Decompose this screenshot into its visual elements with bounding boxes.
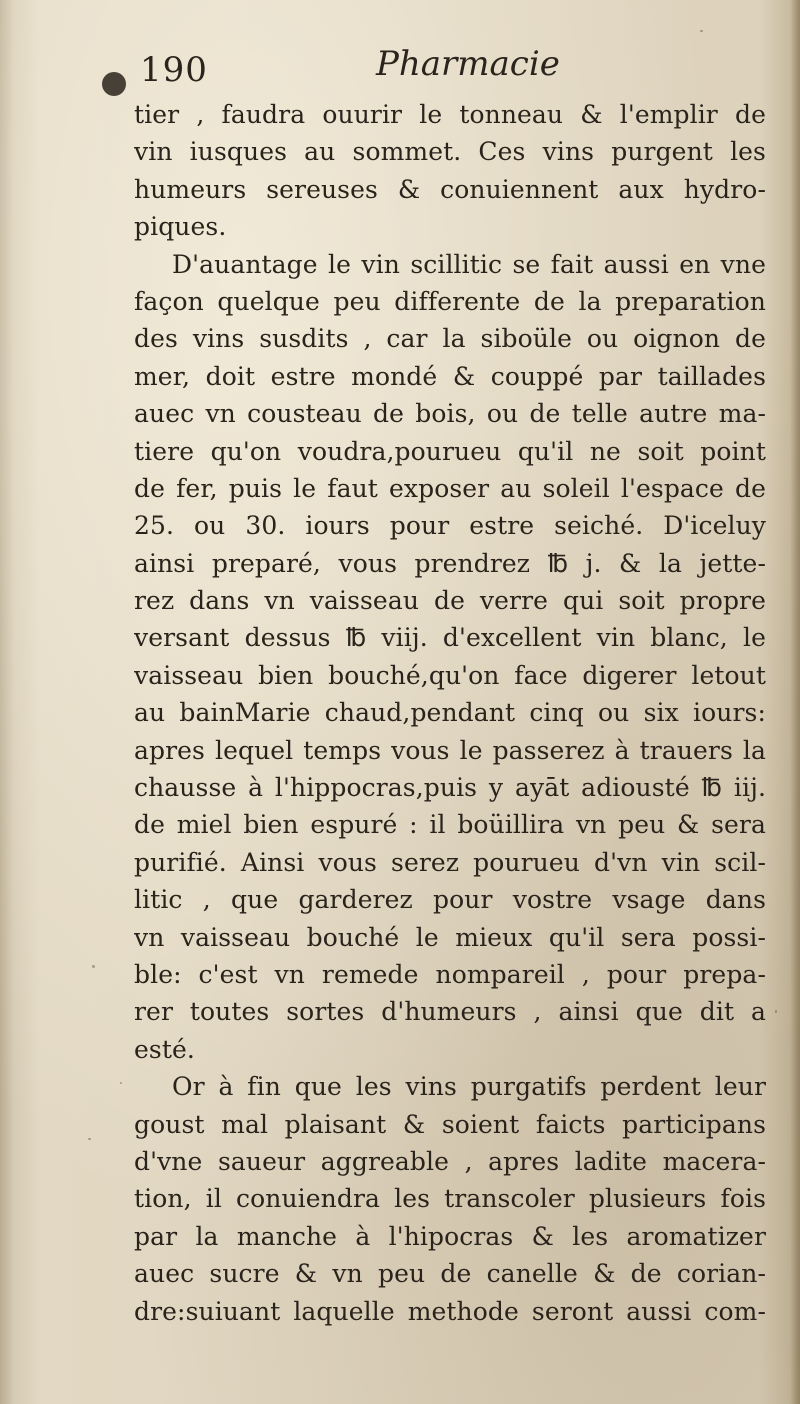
text-line: vin iusques au sommet. Ces vins purgent les [134, 137, 766, 167]
text-line: de miel bien espuré : il boüillira vn peu & sera [134, 810, 766, 840]
text-line: auec vn cousteau de bois, ou de telle autre ma- [134, 399, 766, 429]
page-edge-shadow [790, 0, 800, 1404]
text-line: tier , faudra ouurir le tonneau & l'emplir de [134, 100, 766, 129]
text-line: façon quelque peu differente de la preparation [134, 286, 766, 316]
ink-blot [102, 72, 126, 96]
text-line: piques. [134, 212, 227, 242]
text-line: vn vaisseau bouché le mieux qu'il sera possi- [134, 922, 766, 952]
text-line: tiere qu'on voudra,pourueu qu'il ne soit point [134, 436, 766, 466]
text-line: par la manche à l'hipocras & les aromatizer [134, 1221, 766, 1251]
text-line: mer, doit estre mondé & couppé par taillades [134, 361, 766, 391]
text-line: litic , que garderez pour vostre vsage dans [134, 885, 766, 915]
text-line: purifié. Ainsi vous serez pourueu d'vn vin scil- [134, 847, 766, 877]
text-line: au bainMarie chaud,pendant cinq ou six iours: [134, 698, 766, 728]
page-number: 190 [140, 50, 208, 90]
text-line: versant dessus ℔ viij. d'excellent vin blanc, le [134, 623, 766, 653]
text-line: d'vne saueur aggreable , apres ladite macera- [134, 1146, 766, 1176]
text-line: tion, il conuiendra les transcoler plusieurs fois [134, 1184, 766, 1214]
text-line: auec sucre & vn peu de canelle & de corian- [134, 1259, 766, 1289]
text-line: apres lequel temps vous le passerez à trauers la [134, 735, 766, 765]
text-line: rez dans vn vaisseau de verre qui soit propre [134, 586, 766, 616]
text-line: 25. ou 30. iours pour estre seiché. D'iceluy [134, 511, 766, 541]
text-line: ainsi preparé, vous prendrez ℔ j. & la jette- [134, 548, 766, 578]
text-line: de fer, puis le faut exposer au soleil l'espace de [134, 473, 766, 503]
text-line: ble: c'est vn remede nompareil , pour prepa- [134, 959, 766, 989]
text-line: rer toutes sortes d'humeurs , ainsi que dit a [134, 997, 766, 1027]
text-line: des vins susdits , car la siboüle ou oignon de [134, 324, 766, 354]
text-line: D'auantage le vin scillitic se fait aussi en vne [172, 249, 766, 279]
body-text [134, 96, 766, 1330]
text-line: chausse à l'hippocras,puis y ayāt adiousté ℔ iij. [134, 773, 766, 803]
text-line: vaisseau bien bouché,qu'on face digerer letout [134, 660, 766, 690]
page-header [140, 44, 760, 100]
text-line: dre:suiuant laquelle methode seront aussi com- [134, 1296, 766, 1326]
text-line: Or à fin que les vins purgatifs perdent leur [172, 1072, 766, 1102]
text-line: goust mal plaisant & soient faicts participans [134, 1109, 766, 1139]
text-line: esté. [134, 1034, 195, 1064]
running-title: Pharmacie [376, 44, 560, 84]
text-line: humeurs sereuses & conuiennent aux hydro- [134, 174, 766, 204]
